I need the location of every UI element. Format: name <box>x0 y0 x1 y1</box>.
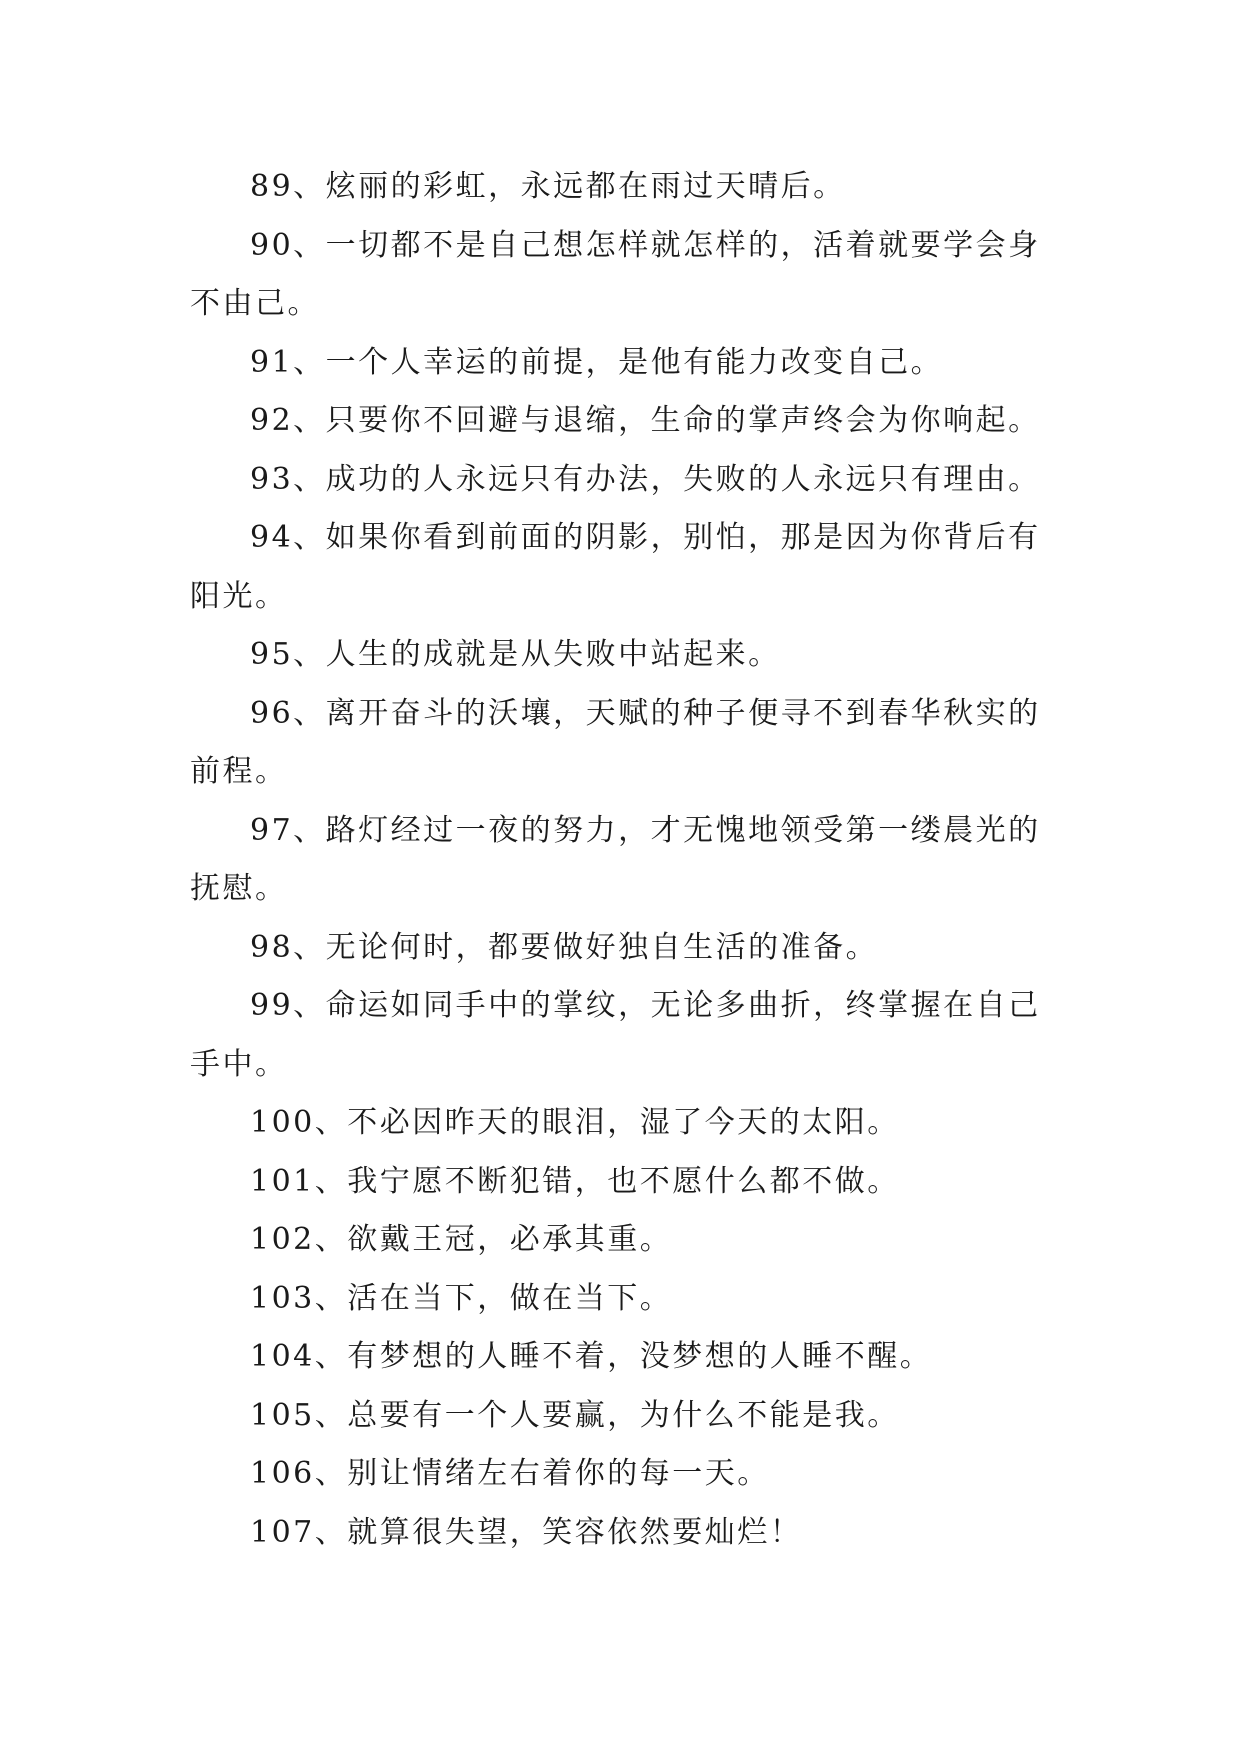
quote-paragraph: 98、无论何时，都要做好独自生活的准备。 <box>250 929 879 965</box>
quote-paragraph: 96、离开奋斗的沃壤，天赋的种子便寻不到春华秋实的前程。 <box>190 695 1041 789</box>
quote-paragraph: 90、一切都不是自己想怎样就怎样的，活着就要学会身不由己。 <box>190 227 1041 321</box>
quote-paragraph: 97、路灯经过一夜的努力，才无愧地领受第一缕晨光的抚慰。 <box>190 812 1041 906</box>
quote-paragraph: 102、欲戴王冠，必承其重。 <box>250 1222 673 1257</box>
quote-paragraph: 107、就算很失望，笑容依然要灿烂！ <box>250 1514 803 1550</box>
quote-paragraph: 92、只要你不回避与退缩，生命的掌声终会为你响起。 <box>250 403 1041 438</box>
document-body <box>190 158 1060 1562</box>
quote-paragraph: 104、有梦想的人睡不着，没梦想的人睡不醒。 <box>250 1339 933 1374</box>
quote-paragraph: 105、总要有一个人要赢，为什么不能是我。 <box>250 1397 900 1433</box>
quote-paragraph: 100、不必因昨天的眼泪，湿了今天的太阳。 <box>250 1105 900 1140</box>
quote-paragraph: 101、我宁愿不断犯错，也不愿什么都不做。 <box>250 1163 900 1199</box>
quote-paragraph: 89、炫丽的彩虹，永远都在雨过天晴后。 <box>250 169 846 204</box>
quote-paragraph: 106、别让情绪左右着你的每一天。 <box>250 1456 770 1491</box>
quote-paragraph: 91、一个人幸运的前提，是他有能力改变自己。 <box>250 344 944 380</box>
quote-paragraph: 99、命运如同手中的掌纹，无论多曲折，终掌握在自己手中。 <box>190 988 1041 1082</box>
quote-paragraph: 103、活在当下，做在当下。 <box>250 1280 673 1316</box>
quote-paragraph: 95、人生的成就是从失败中站起来。 <box>250 637 781 672</box>
quote-paragraph: 94、如果你看到前面的阴影，别怕，那是因为你背后有阳光。 <box>190 520 1041 614</box>
quote-paragraph: 93、成功的人永远只有办法，失败的人永远只有理由。 <box>250 461 1041 497</box>
